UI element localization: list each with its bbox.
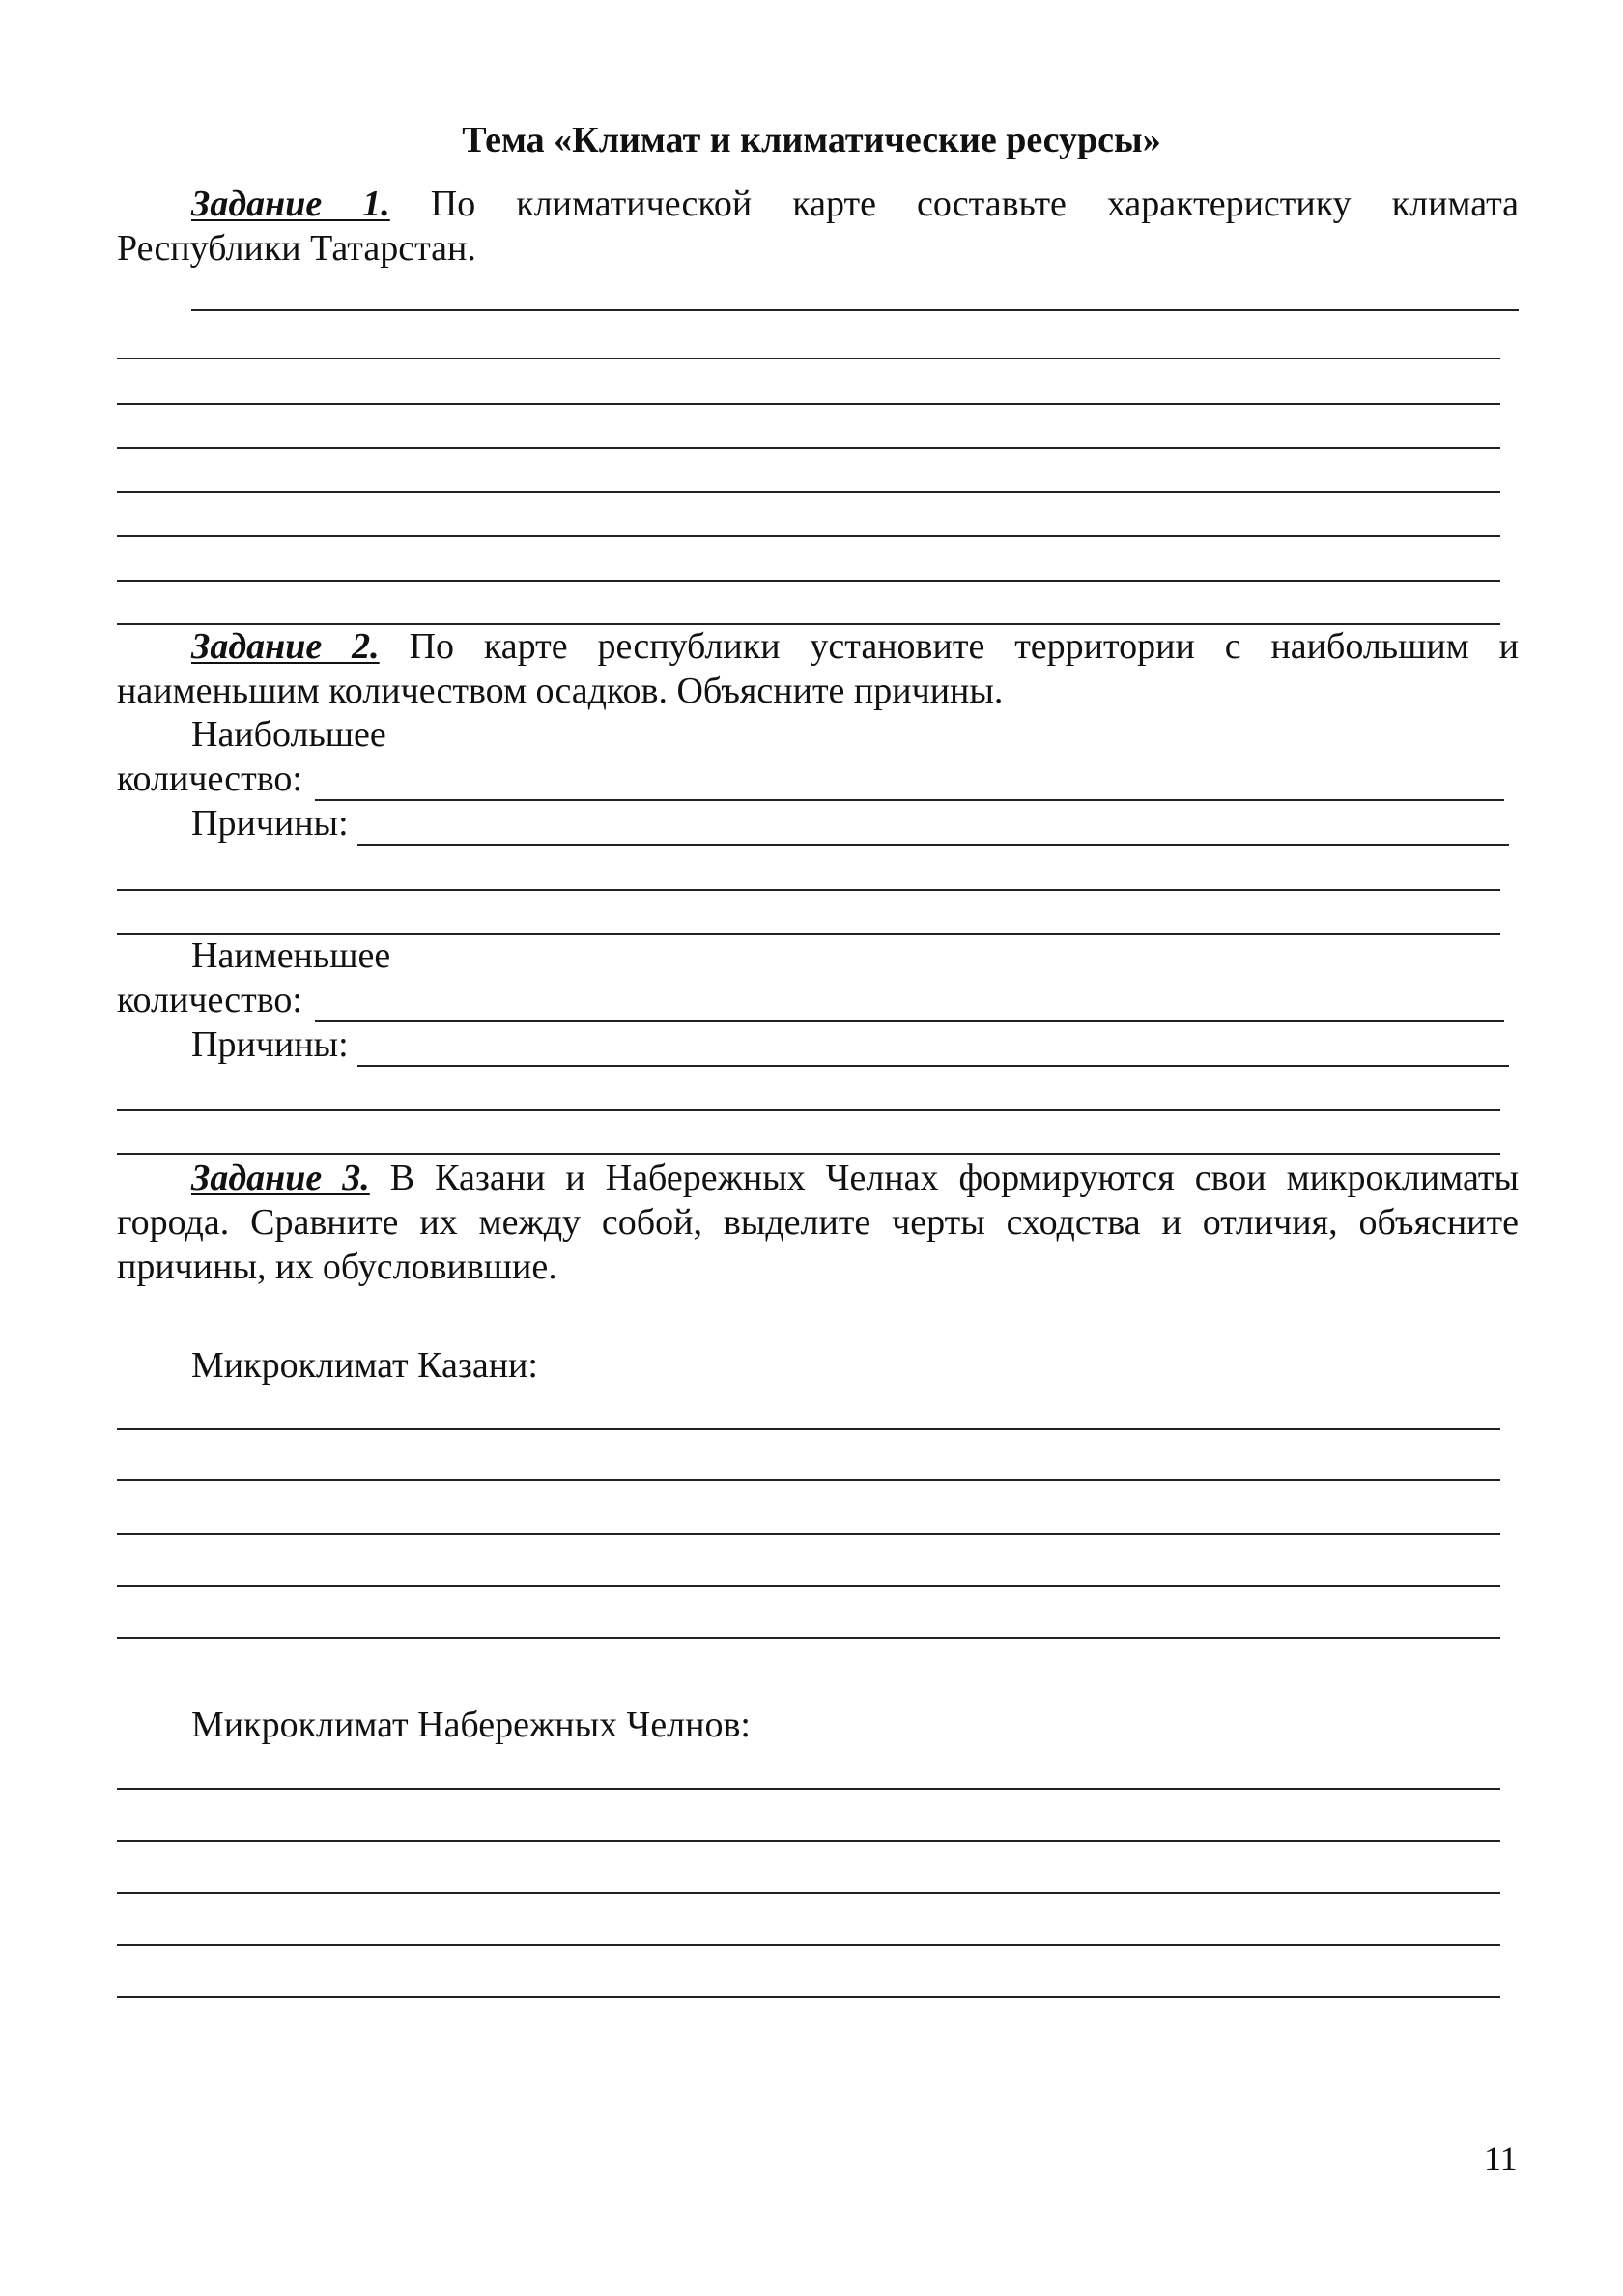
answer-line — [117, 1153, 1500, 1155]
task3-word: и — [565, 1158, 585, 1198]
task3-word: собой, — [601, 1202, 702, 1243]
task3-word: Челнах — [825, 1158, 939, 1198]
task1-label: Задание 1. — [191, 184, 390, 224]
task1-word: характеристику — [1106, 184, 1352, 224]
task3-word: Набережных — [605, 1158, 806, 1198]
least-reasons-line — [357, 1065, 1509, 1067]
task3-word: отличия, — [1202, 1202, 1338, 1243]
most-amount-label: Наибольшее — [191, 714, 386, 755]
task3-word: города. — [117, 1202, 230, 1243]
task2-word: и — [1498, 626, 1519, 667]
answer-line — [117, 535, 1500, 537]
answer-line — [117, 1840, 1500, 1842]
answer-line — [117, 1585, 1500, 1587]
task2-label: Задание 2. — [191, 626, 380, 667]
task1-line1 — [117, 182, 1519, 226]
task3-line2 — [117, 1200, 1519, 1245]
answer-line — [117, 1109, 1500, 1111]
task1-line2: Республики Татарстан. — [117, 228, 476, 269]
least-amount-label: Наименьшее — [191, 935, 391, 976]
answer-line — [117, 1428, 1500, 1430]
task2-word: наибольшим — [1270, 626, 1469, 667]
most-amount-line — [315, 799, 1504, 801]
most-reasons-label: Причины: — [191, 803, 349, 844]
task2-word: установите — [810, 626, 985, 667]
chelny-microclimate-label: Микроклимат Набережных Челнов: — [191, 1705, 751, 1745]
answer-line — [117, 889, 1500, 891]
task2-word: территории — [1014, 626, 1195, 667]
answer-line — [117, 580, 1500, 582]
task3-word: В — [389, 1158, 415, 1198]
task3-word: формируются — [958, 1158, 1175, 1198]
least-amount-label-2: количество: — [117, 980, 302, 1020]
page-number: 11 — [1484, 2139, 1518, 2178]
most-reasons-line — [357, 844, 1509, 846]
answer-line — [117, 1996, 1500, 1998]
task3-word: объясните — [1358, 1202, 1519, 1243]
task1-word: климатической — [516, 184, 753, 224]
least-amount-line — [315, 1020, 1504, 1022]
task1-word: составьте — [917, 184, 1067, 224]
page-title: Тема «Климат и климатические ресурсы» — [462, 120, 1161, 160]
answer-line — [117, 1788, 1500, 1790]
answer-line — [117, 358, 1500, 359]
task2-word: карте — [483, 626, 568, 667]
task1-word: карте — [792, 184, 876, 224]
task3-label: Задание 3. — [191, 1158, 370, 1198]
kazan-microclimate-label: Микроклимат Казани: — [191, 1345, 538, 1386]
task3-word: Сравните — [250, 1202, 399, 1243]
task2-word: с — [1224, 626, 1241, 667]
answer-line — [117, 1533, 1500, 1535]
task3-word: микроклиматы — [1286, 1158, 1520, 1198]
task3-word: сходства — [1006, 1202, 1141, 1243]
task3-line3: причины, их обусловившие. — [117, 1247, 557, 1287]
answer-line — [117, 1944, 1500, 1946]
task3-word: Казани — [435, 1158, 546, 1198]
task2-line2: наименьшим количеством осадков. Объясните причины. — [117, 671, 1004, 711]
task2-line1 — [117, 624, 1519, 669]
answer-line — [117, 447, 1500, 449]
answer-line — [191, 309, 1519, 311]
answer-line — [117, 1479, 1500, 1481]
task2-word: республики — [597, 626, 781, 667]
task1-word: По — [430, 184, 476, 224]
task3-word: черты — [892, 1202, 985, 1243]
answer-line — [117, 1637, 1500, 1639]
task3-word: свои — [1194, 1158, 1267, 1198]
task3-line1 — [117, 1156, 1519, 1200]
least-reasons-label: Причины: — [191, 1024, 349, 1065]
answer-line — [117, 491, 1500, 493]
task3-word: и — [1161, 1202, 1182, 1243]
task2-word: По — [409, 626, 455, 667]
most-amount-label-2: количество: — [117, 759, 302, 799]
answer-line — [117, 403, 1500, 405]
task3-word: их — [419, 1202, 458, 1243]
task1-word: климата — [1391, 184, 1520, 224]
answer-line — [117, 1892, 1500, 1894]
task3-word: выделите — [723, 1202, 871, 1243]
task3-word: между — [478, 1202, 582, 1243]
